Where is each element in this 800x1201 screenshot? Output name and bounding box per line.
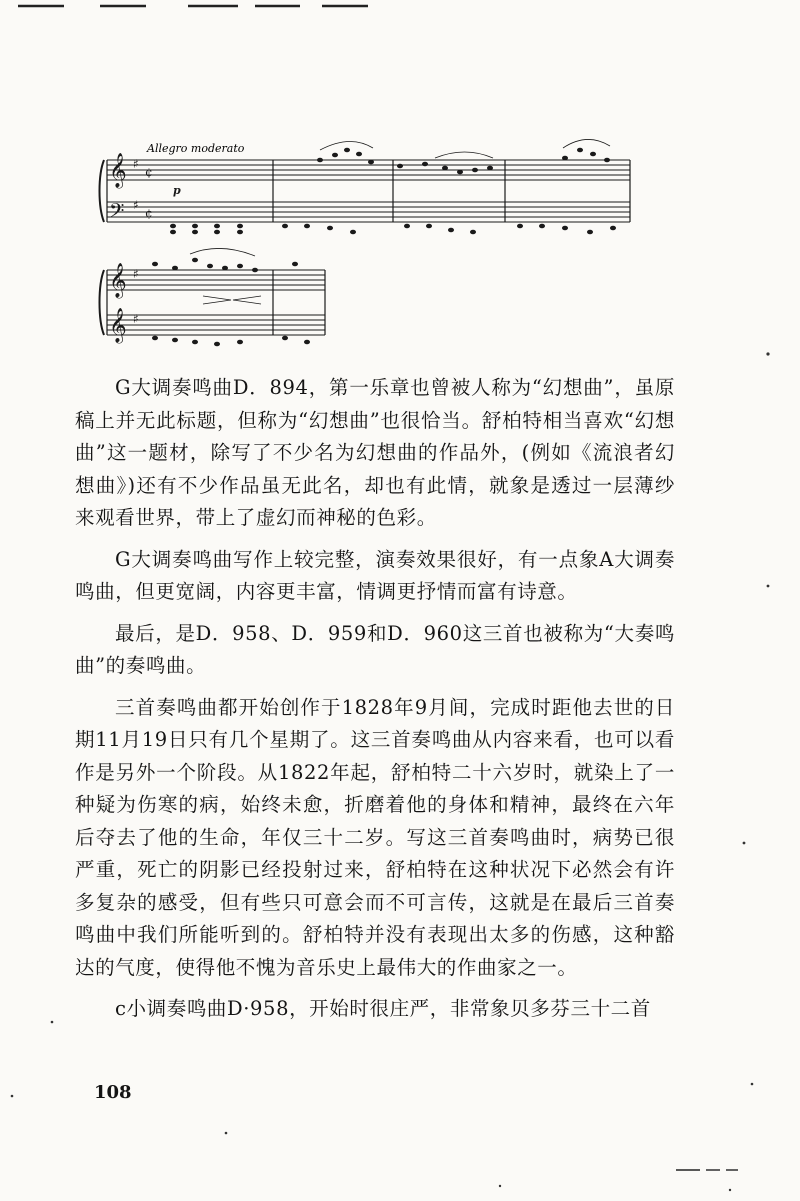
paragraph-5: c小调奏鸣曲D·958，开始时很庄严，非常象贝多芬三十二首 [115, 997, 651, 1020]
bottom-rule-marks [676, 1166, 746, 1174]
svg-text:¢: ¢ [145, 165, 153, 179]
svg-text:♯: ♯ [133, 157, 139, 171]
paragraph-3: 最后，是D．958、D．959和D．960这三首也被称为“大奏鸣曲”的奏鸣曲。 [75, 621, 675, 677]
svg-text:♯: ♯ [133, 312, 139, 326]
music-score-excerpt [95, 120, 655, 370]
tempo-marking: Allegro moderato [147, 142, 245, 155]
paragraph-4: 三首奏鸣曲都开始创作于1828年9月间，完成时距他去世的日期11月19日只有几个星期了。这三首奏鸣曲从内容来看，也可以看作是另外一个阶段。从1822年起，舒柏特二十六岁时，就染上了一种疑为伤寒的病，始终未愈，折磨着他的身体和精神，最终在六年后夺去了他的生命，年仅三十二岁。写这三首奏鸣曲时，病势已很严重，死亡的阴影已经投射过来，舒柏特在这种状况下必然会有许多复杂的感受，但有些只可意会而不可言传，这就是在最后三首奏鸣曲中我们所能听到的。舒柏特并没有表现出太多的伤感，这种豁达的气度，使得他不愧为音乐史上最伟大的作曲家之一。 [75, 695, 675, 979]
svg-text:♯: ♯ [133, 267, 139, 281]
svg-text:𝄞: 𝄞 [109, 308, 127, 343]
top-rule-marks [0, 0, 800, 20]
svg-text:¢: ¢ [145, 206, 153, 220]
dynamic-marking: p [173, 184, 181, 197]
body-text [75, 372, 675, 1035]
paragraph-1: G大调奏鸣曲D．894，第一乐章也曾被人称为“幻想曲”，虽原稿上并无此标题，但称为“幻想曲”也很恰当。舒柏特相当喜欢“幻想曲”这一题材，除写了不少名为幻想曲的作品外，(例如《流浪者幻想曲》)还有不少作品虽无此名，却也有此情，就象是透过一层薄纱来观看世界，带上了虚幻而神秘的色彩。 [75, 376, 675, 529]
svg-text:♯: ♯ [133, 198, 139, 212]
svg-text:𝄞: 𝄞 [109, 263, 127, 298]
svg-text:𝄢: 𝄢 [109, 199, 125, 227]
paragraph-2: G大调奏鸣曲写作上较完整，演奏效果很好，有一点象A大调奏鸣曲，但更宽阔，内容更丰富，情调更抒情而富有诗意。 [75, 547, 675, 603]
page-number: 108 [94, 1082, 132, 1103]
svg-text:𝄞: 𝄞 [109, 153, 127, 188]
